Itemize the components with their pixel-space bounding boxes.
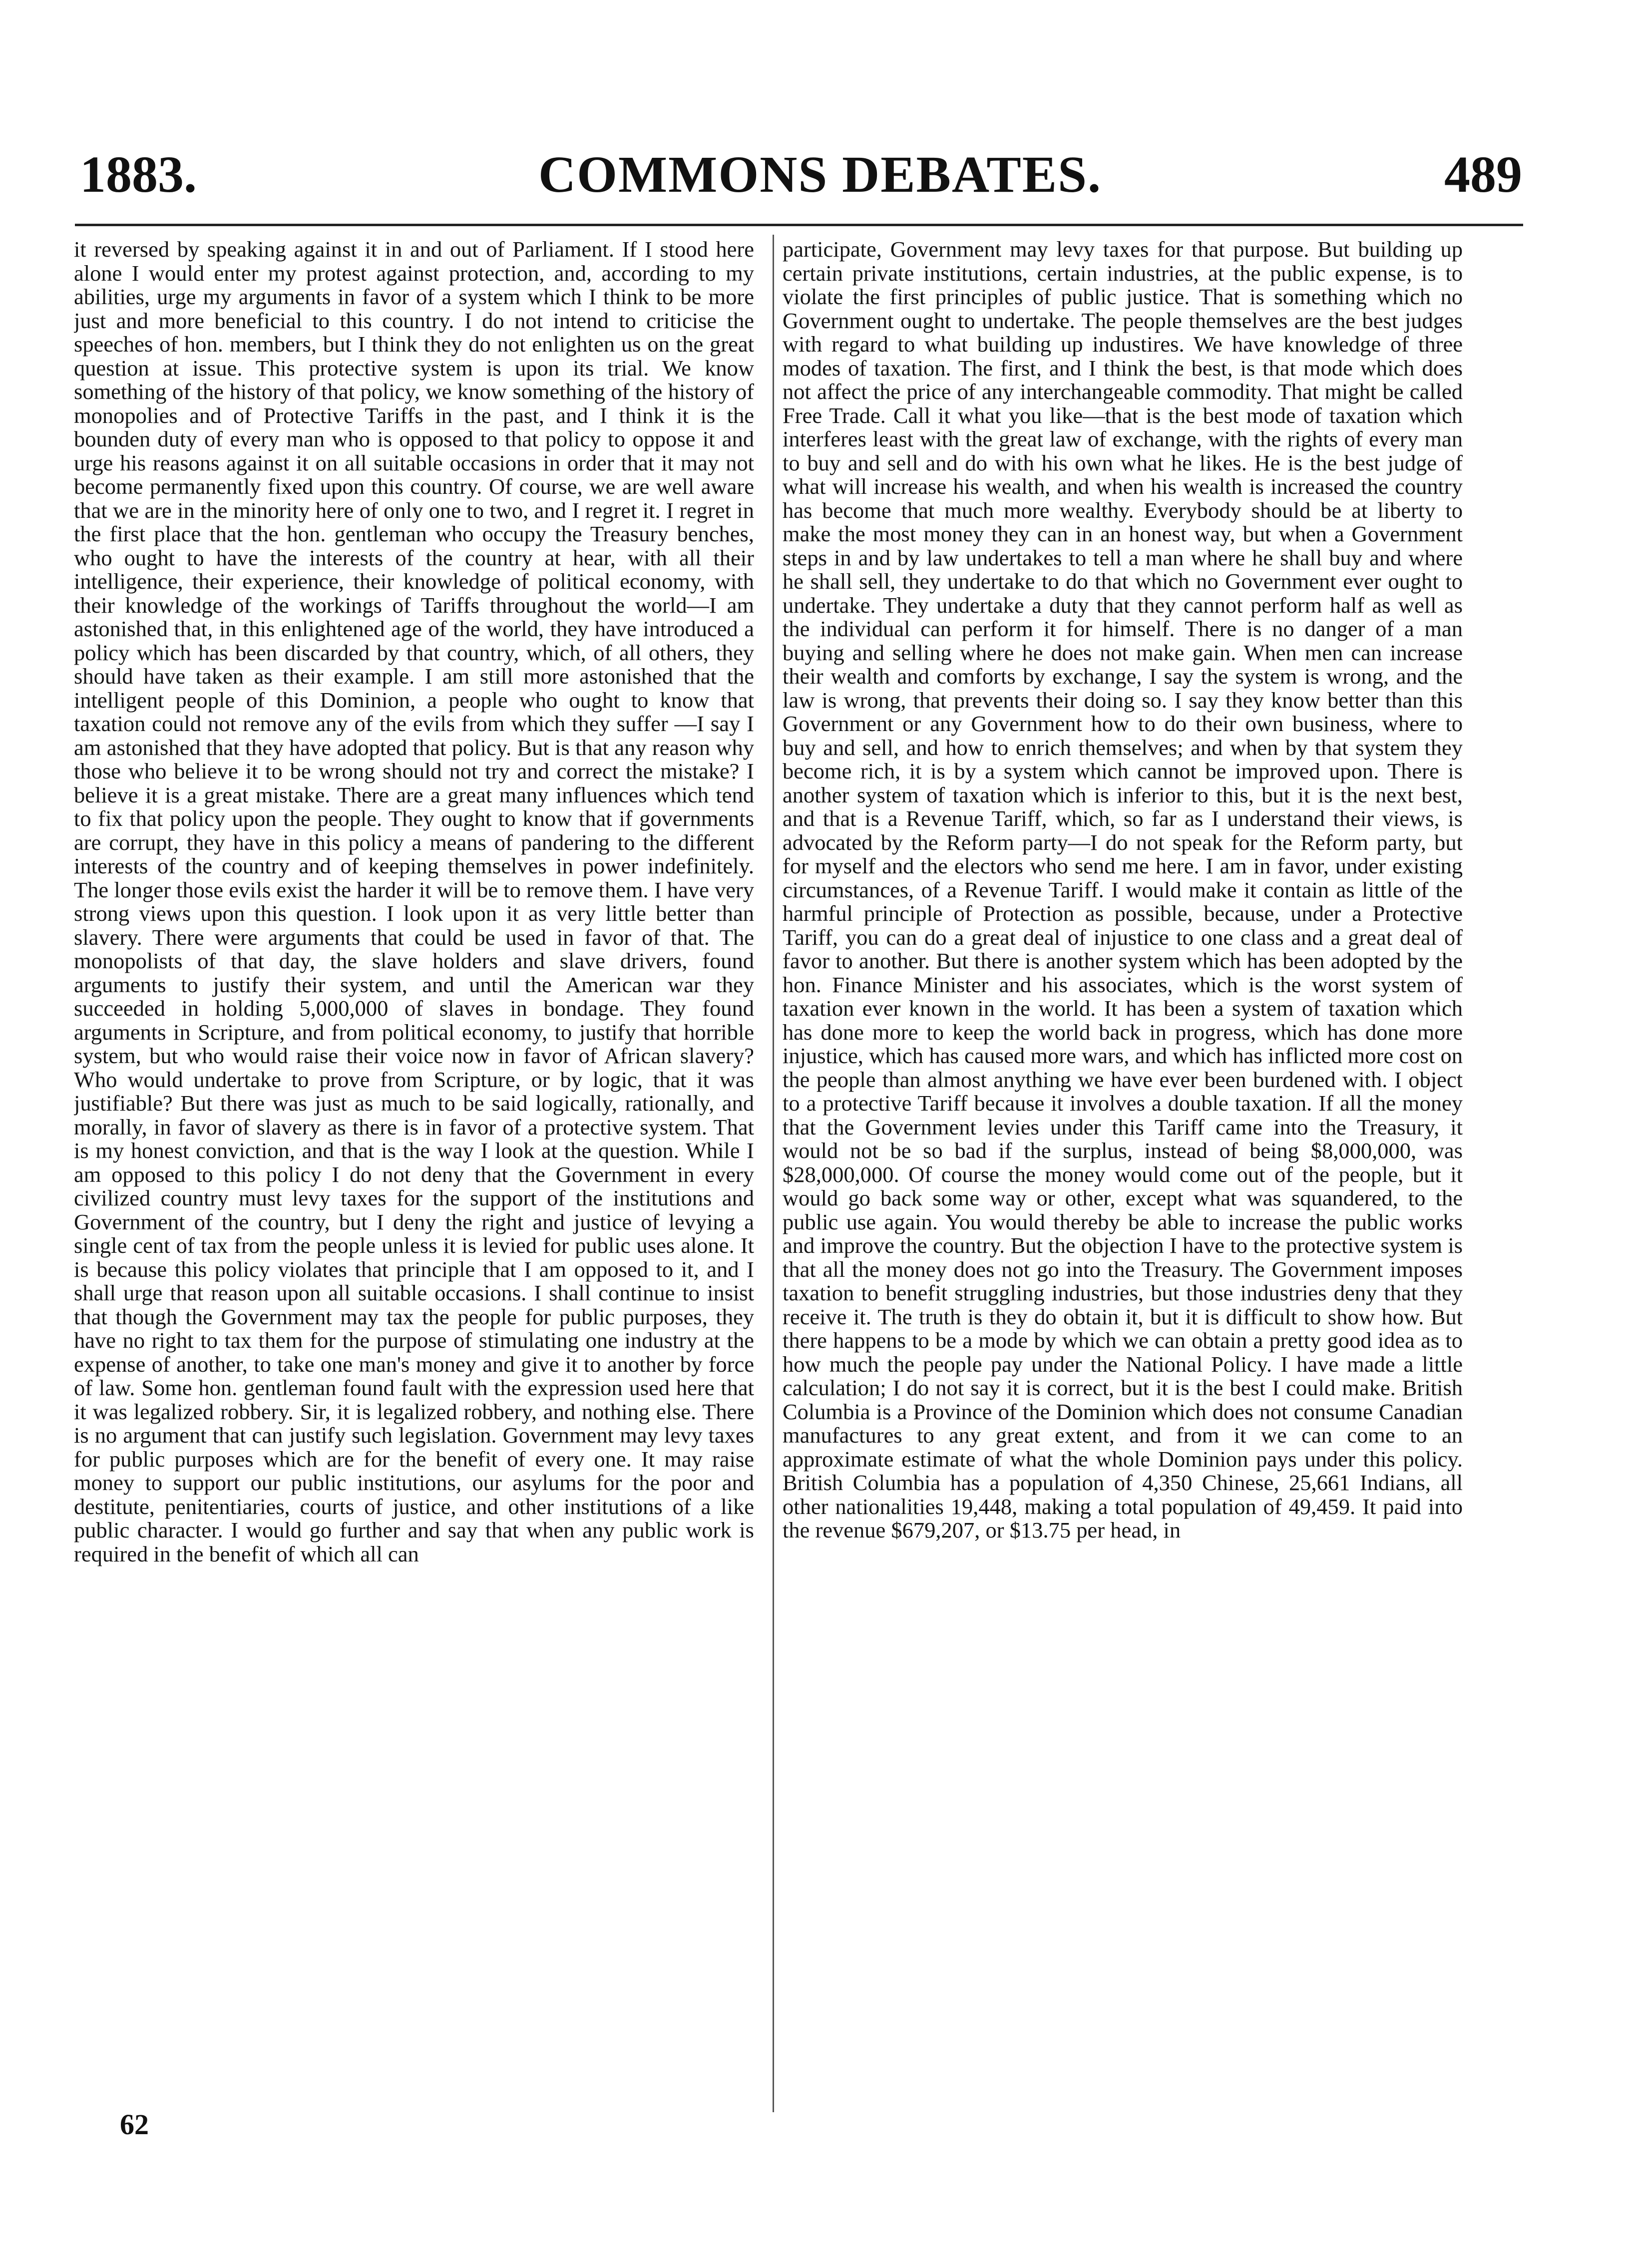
- header-page-number: 489: [1444, 146, 1522, 203]
- header-year: 1883.: [80, 146, 197, 203]
- column-divider: [773, 235, 774, 2112]
- right-column: [783, 238, 1463, 2115]
- header-rule: [75, 224, 1523, 226]
- left-column: [74, 238, 754, 2115]
- signature-mark: 62: [120, 2108, 149, 2141]
- right-column-text: participate, Government may levy taxes for that purpose. But building up certain private institutions, certain industries, at the public expense, is to violate the first principles of public justice. That is something which no Government ought to undertake. The people themselves are the best judges with regard to what building up industires. We have knowledge of three modes of taxation. The first, and I think the best, is that mode which does not affect the price of any interchangeable commodity. That might be called Free Trade. Call it what you like—that is the best mode of taxation which interferes least with the great law of exchange, with the rights of every man to buy and sell and do with his own what he likes. He is the best judge of what will increase his wealth, and when his wealth is increased the country has become that much more wealthy. Everybody should be at liberty to make the most money they can in an honest way, but when a Government steps in and by law undertakes to tell a man where he shall buy and where he shall sell, they undertake to do that which no Government ever ought to undertake. They undertake a duty that they cannot perform half as well as the individual can perform it for himself. There is no danger of a man buying and selling where he does not make gain. When men can increase their wealth and comforts by exchange, I say the system is wrong, and the law is wrong, that prevents their doing so. I say they know better than this Government or any Government how to do their own business, where to buy and sell, and how to enrich themselves; and when by that system they become rich, it is by a system which cannot be improved upon. There is another system of taxation which is inferior to this, but it is the next best, and that is a Revenue Tariff, which, so far as I understand their views, is advocated by the Reform party—I do not speak for the Reform party, but for myself and the electors who send me here. I am in favor, under existing circumstances, of a Revenue Tariff. I would make it contain as little of the harmful principle of Protection as possible, because, under a Protective Tariff, you can do a great deal of injustice to one class and a great deal of favor to another. But there is another system which has been adopted by the hon. Finance Minister and his associates, which is the worst system of taxation ever known in the world. It has been a system of taxation which has done more to keep the world back in progress, which has done more injustice, which has caused more wars, and which has inflicted more cost on the people than almost anything we have ever been burdened with. I object to a protective Tariff because it involves a double taxation. If all the money that the Government levies under this Tariff came into the Treasury, it would not be so bad if the surplus, instead of being $8,000,000, was $28,000,000. Of course the money would come out of the people, but it would go back some way or other, except what was squandered, to the public use again. You would thereby be able to increase the public works and improve the country. But the objection I have to the protective system is that all the money does not go into the Treasury. The Government imposes taxation to benefit struggling industries, but those industries deny that they receive it. The truth is they do obtain it, but it is difficult to show how. But there happens to be a mode by which we can obtain a pretty good idea as to how much the people pay under the National Policy. I have made a little calculation; I do not say it is correct, but it is the best I could make. British Columbia is a Province of the Dominion which does not consume Canadian manufactures to any great extent, and from it we can come to an approximate estimate of what the whole Dominion pays under this policy. British Columbia has a population of 4,350 Chinese, 25,661 Indians, all other nationalities 19,448, making a total population of 49,459. It paid into the revenue $679,207, or $13.75 per head, in: [783, 238, 1463, 1542]
- left-column-text: it reversed by speaking against it in and out of Parliament. If I stood here alone I would enter my protest against protection, and, according to my abilities, urge my arguments in favor of a system which I think to be more just and more beneficial to this country. I do not intend to criticise the speeches of hon. members, but I think they do not enlighten us on the great question at issue. This protective system is upon its trial. We know something of the history of that policy, we know something of the history of monopolies and of Protective Tariffs in the past, and I think it is the bounden duty of every man who is opposed to that policy to oppose it and urge his reasons against it on all suitable occasions in order that it may not become permanently fixed upon this country. Of course, we are well aware that we are in the minority here of only one to two, and I regret it. I regret in the first place that the hon. gentleman who occupy the Treasury benches, who ought to have the interests of the country at hear, with all their intelligence, their experience, their knowledge of political economy, with their knowledge of the workings of Tariffs throughout the world—I am astonished that, in this enlightened age of the world, they have introduced a policy which has been discarded by that country, which, of all others, they should have taken as their example. I am still more astonished that the intelligent people of this Dominion, a people who ought to know that taxation could not remove any of the evils from which they suffer —I say I am astonished that they have adopted that policy. But is that any reason why those who believe it to be wrong should not try and correct the mistake? I believe it is a great mistake. There are a great many influences which tend to fix that policy upon the people. They ought to know that if governments are corrupt, they have in this policy a means of pandering to the different interests of the country and of keeping themselves in power indefinitely. The longer those evils exist the harder it will be to remove them. I have very strong views upon this question. I look upon it as very little better than slavery. There were arguments that could be used in favor of that. The monopolists of that day, the slave holders and slave drivers, found arguments to justify their system, and until the American war they succeeded in holding 5,000,000 of slaves in bondage. They found arguments in Scripture, and from political economy, to justify that horrible system, but who would raise their voice now in favor of African slavery? Who would undertake to prove from Scripture, or by logic, that it was justifiable? But there was just as much to be said logically, rationally, and morally, in favor of slavery as there is in favor of a protective system. That is my honest conviction, and that is the way I look at the question. While I am opposed to this policy I do not deny that the Government in every civilized country must levy taxes for the support of the institutions and Government of the country, but I deny the right and justice of levying a single cent of tax from the people unless it is levied for public uses alone. It is because this policy violates that principle that I am opposed to it, and I shall urge that reason upon all suitable occasions. I shall continue to insist that though the Government may tax the people for public purposes, they have no right to tax them for the purpose of stimulating one industry at the expense of another, to take one man's money and give it to another by force of law. Some hon. gentleman found fault with the expression used here that it was legalized robbery. Sir, it is legalized robbery, and nothing else. There is no argument that can justify such legislation. Government may levy taxes for public purposes which are for the benefit of every one. It may raise money to support our public institutions, our asylums for the poor and destitute, penitentiaries, courts of justice, and other institutions of a like public character. I would go further and say that when any public work is required in the benefit of which all can: [74, 238, 754, 1566]
- header-title: COMMONS DEBATES.: [538, 146, 1102, 203]
